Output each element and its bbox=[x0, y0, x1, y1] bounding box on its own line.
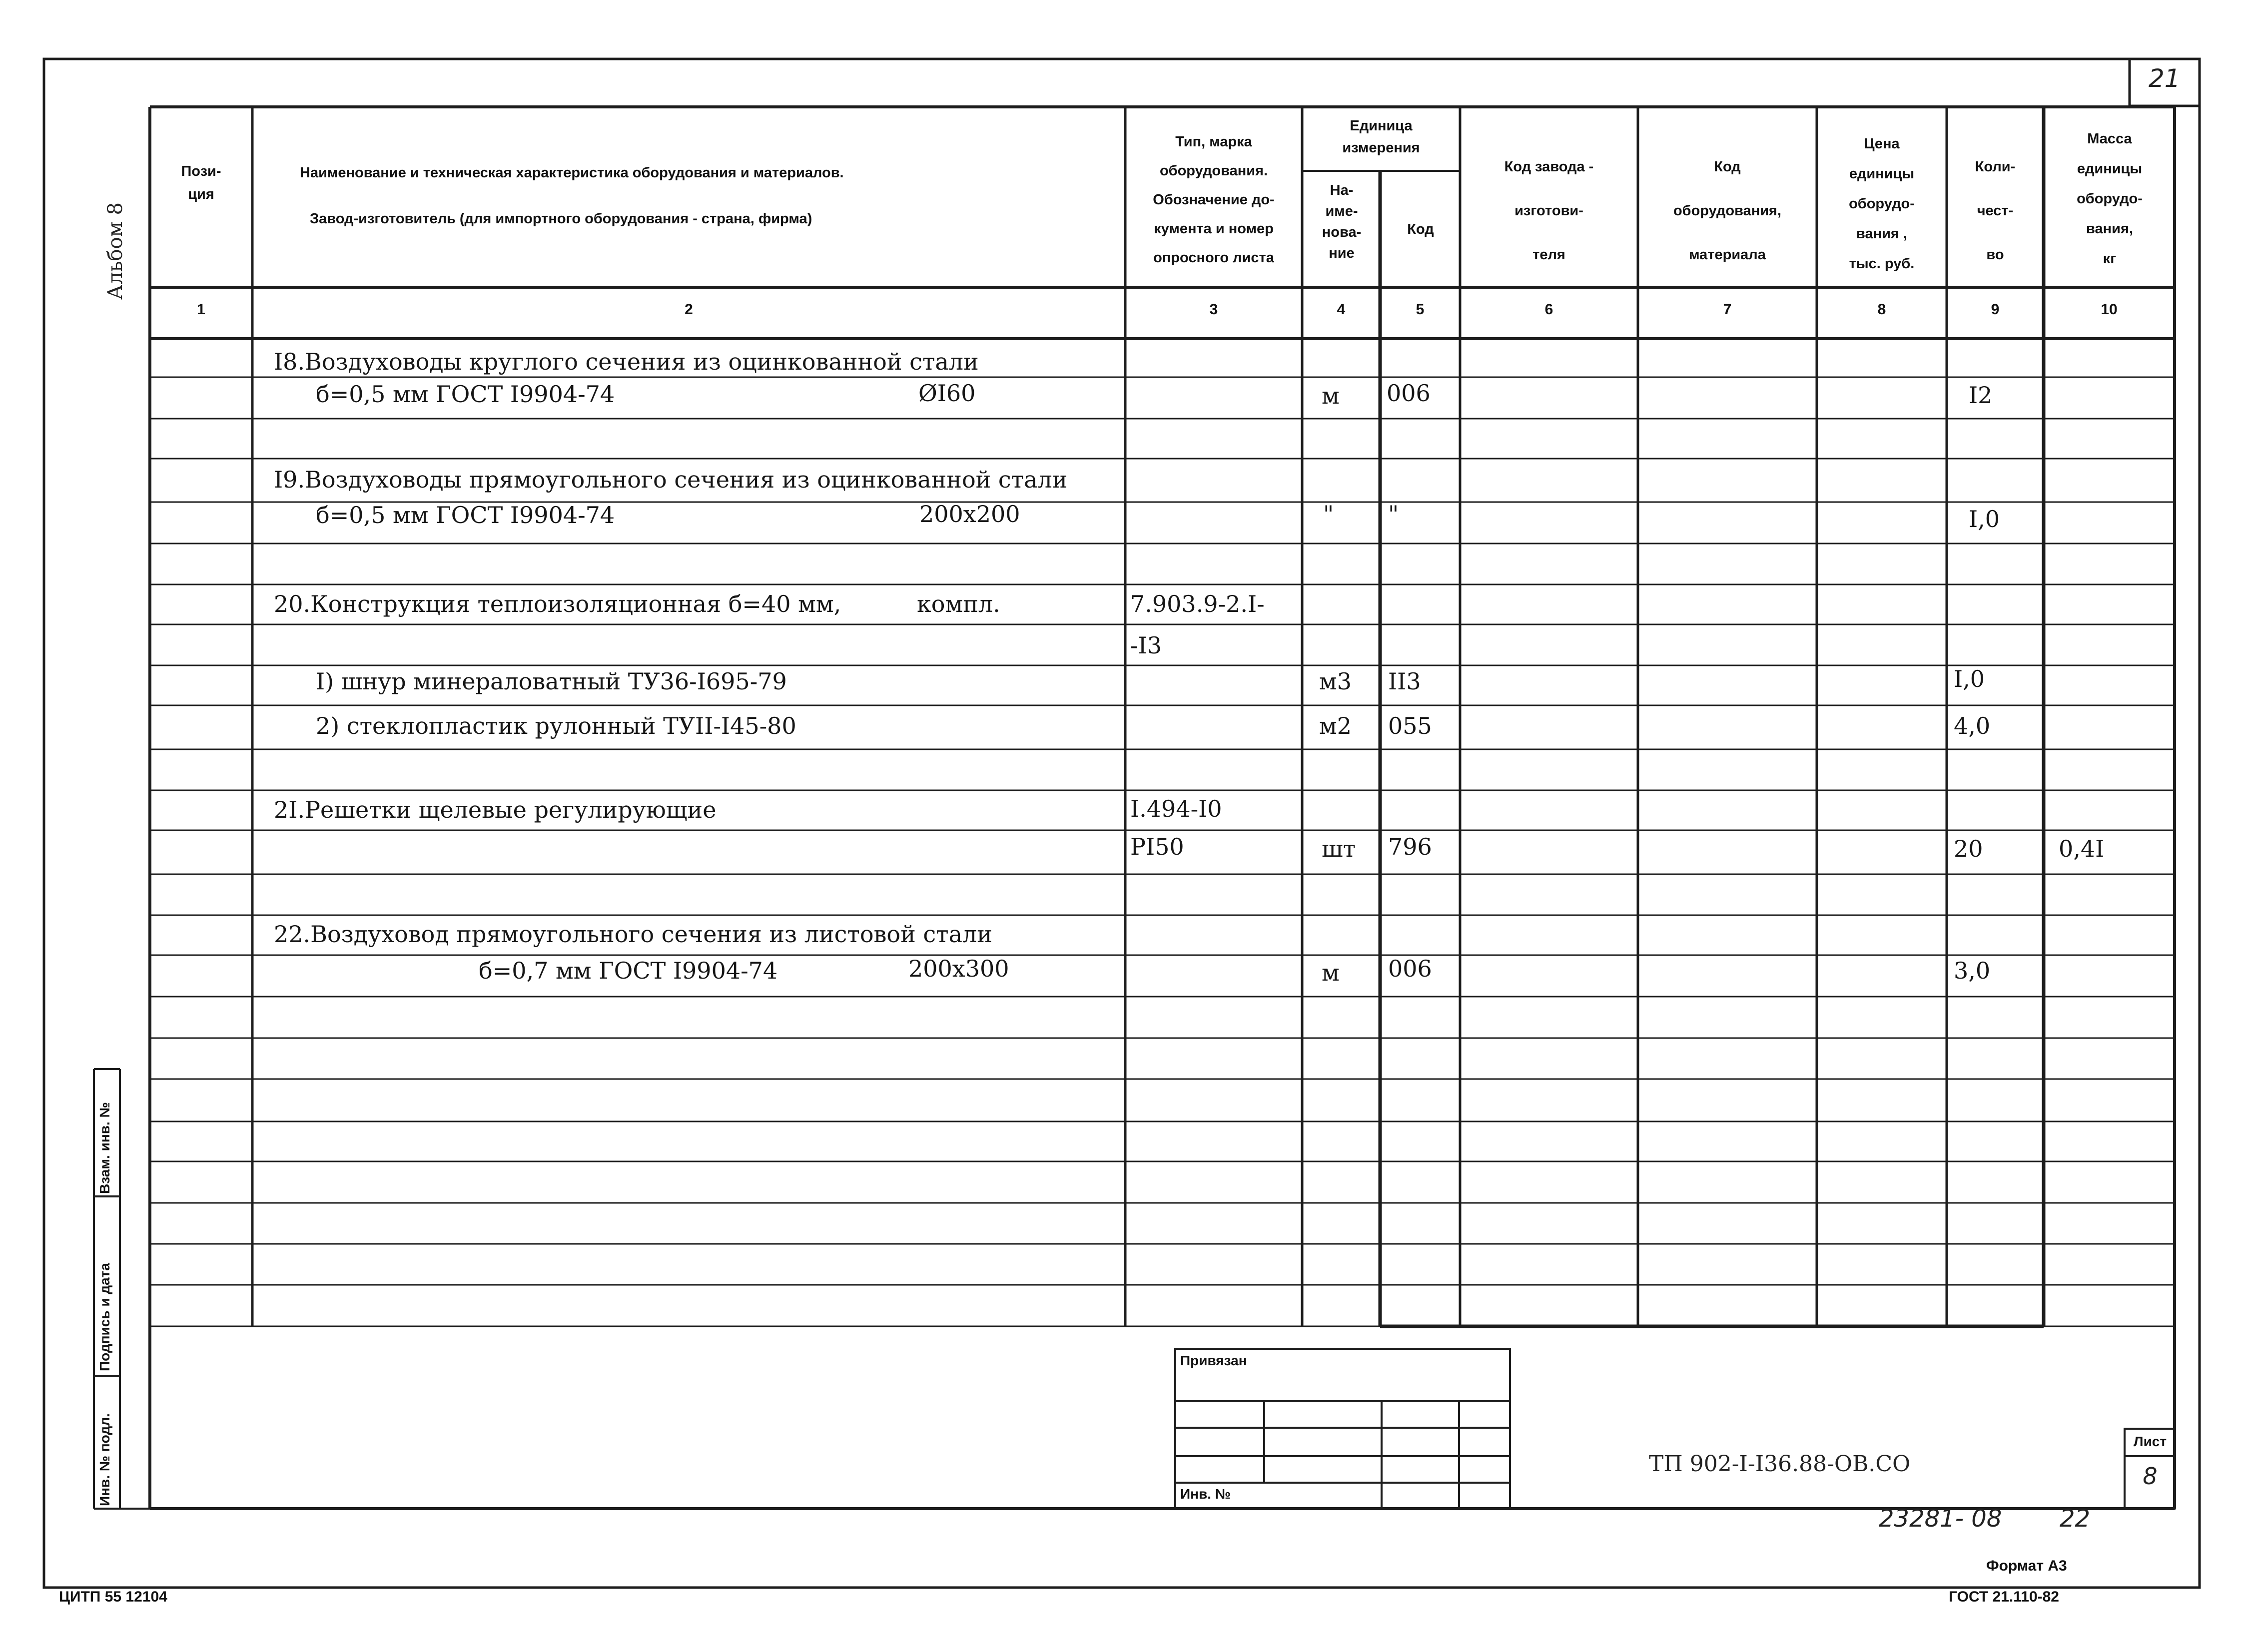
sheet-label: Лист bbox=[2133, 1434, 2167, 1449]
column-number: 6 bbox=[1544, 301, 1553, 318]
table-row-name: б=0,5 мм ГОСТ I9904-74 bbox=[316, 381, 615, 408]
document-code: ТП 902-I-I36.88-ОВ.СО bbox=[1649, 1451, 1911, 1477]
table-row-name: б=0,5 мм ГОСТ I9904-74 bbox=[316, 502, 615, 529]
table-row-name: 2) стеклопластик рулонный ТУII-I45-80 bbox=[316, 712, 796, 739]
table-row-size: 200х200 bbox=[919, 501, 1020, 528]
table-row-qty: 4,0 bbox=[1954, 712, 1991, 739]
table-row-size: ØI60 bbox=[918, 380, 976, 407]
table-row-code: II3 bbox=[1388, 668, 1421, 695]
table-row-qty: 3,0 bbox=[1954, 957, 1991, 984]
table-row-name: I8.Воздуховоды круглого сечения из оцинкованной стали bbox=[274, 348, 979, 375]
album-label: Альбом 8 bbox=[104, 202, 127, 300]
table-row-type: 7.903.9-2.I- bbox=[1130, 590, 1265, 617]
table-row-unit: шт bbox=[1322, 835, 1356, 862]
header-price: Цена единицы оборудо- вания , тыс. руб. bbox=[1849, 136, 1915, 272]
header-factory-code: Код завода - изготови- теля bbox=[1504, 159, 1594, 263]
sheet-value: 8 bbox=[2143, 1463, 2158, 1490]
citp-code: ЦИТП 55 12104 bbox=[59, 1589, 167, 1605]
table-row-type: РI50 bbox=[1130, 833, 1184, 860]
handwritten-page: 22 bbox=[2060, 1505, 2091, 1533]
table-row-code: 006 bbox=[1388, 955, 1432, 982]
stamp-inv-no: Инв. № bbox=[1180, 1486, 1231, 1502]
table-row-name: 2I.Решетки щелевые регулирующие bbox=[274, 796, 717, 823]
sheet-number-top: 21 bbox=[2149, 64, 2181, 93]
table-row-name: б=0,7 мм ГОСТ I9904-74 bbox=[479, 957, 778, 984]
table-row-qty: 20 bbox=[1954, 835, 1983, 862]
column-number: 3 bbox=[1209, 301, 1218, 318]
column-number: 9 bbox=[1991, 301, 2000, 318]
header-mass: Масса единицы оборудо- вания, кг bbox=[2077, 131, 2143, 267]
gost-standard: ГОСТ 21.110-82 bbox=[1949, 1589, 2059, 1605]
table-row-code: 006 bbox=[1387, 380, 1431, 407]
table-row-type: I.494-I0 bbox=[1130, 795, 1222, 822]
table-row-size: 200х300 bbox=[908, 955, 1009, 982]
header-unit-name: На- име- нова- ние bbox=[1322, 182, 1362, 261]
stamp-privyazan: Привязан bbox=[1180, 1353, 1247, 1368]
format-label: Формат А3 bbox=[1986, 1558, 2067, 1574]
table-row-code: 796 bbox=[1388, 833, 1432, 860]
header-unit: Единица измерения bbox=[1342, 118, 1420, 156]
header-name: Наименование и техническая характеристика оборудования и материалов. Завод-изготовитель (для импортного оборудования - страна, фирма) bbox=[300, 165, 844, 227]
side-inv-vzam: Взам. инв. № bbox=[97, 1102, 112, 1194]
column-number: 2 bbox=[685, 301, 693, 318]
table-row-name: I9.Воздуховоды прямоугольного сечения из оцинкованной стали bbox=[274, 466, 1068, 493]
column-number: 5 bbox=[1416, 301, 1425, 318]
table-row-size: компл. bbox=[917, 590, 1000, 617]
table-row-qty: I,0 bbox=[1969, 506, 2000, 533]
table-row-name: I) шнур минераловатный ТУ36-I695-79 bbox=[316, 668, 787, 695]
side-inv-podl: Инв. № подл. bbox=[97, 1413, 112, 1506]
table-row-qty: I2 bbox=[1969, 382, 1993, 409]
table-row-unit: м bbox=[1322, 959, 1340, 986]
table-row-name: 22.Воздуховод прямоугольного сечения из листовой стали bbox=[274, 921, 992, 948]
header-quantity: Коли- чест- во bbox=[1975, 159, 2016, 263]
header-type: Тип, марка оборудования. Обозначение до- кумента и номер опросного листа bbox=[1153, 134, 1275, 266]
table-row-unit: м3 bbox=[1319, 668, 1352, 695]
column-number: 10 bbox=[2101, 301, 2118, 318]
table-row-mass: 0,4I bbox=[2059, 835, 2105, 862]
column-number: 8 bbox=[1877, 301, 1886, 318]
table-row-unit: м bbox=[1322, 382, 1340, 409]
column-number: 7 bbox=[1723, 301, 1732, 318]
table-row-unit: " bbox=[1323, 501, 1334, 528]
table-row-code: 055 bbox=[1388, 712, 1432, 739]
table-row-qty: I,0 bbox=[1954, 665, 1985, 692]
column-number: 4 bbox=[1337, 301, 1346, 318]
column-number: 1 bbox=[197, 301, 205, 318]
side-sign-date: Подпись и дата bbox=[97, 1263, 112, 1371]
table-row-unit: м2 bbox=[1319, 712, 1352, 739]
table-row-name: 20.Конструкция теплоизоляционная б=40 мм, bbox=[274, 590, 841, 617]
table-row-type: -I3 bbox=[1130, 632, 1162, 659]
header-equipment-code: Код оборудования, материала bbox=[1673, 159, 1782, 263]
header-position: Пози- ция bbox=[181, 163, 221, 202]
header-unit-code: Код bbox=[1407, 221, 1434, 237]
handwritten-number: 23281- 08 bbox=[1879, 1505, 2002, 1533]
table-row-code: " bbox=[1388, 501, 1399, 528]
